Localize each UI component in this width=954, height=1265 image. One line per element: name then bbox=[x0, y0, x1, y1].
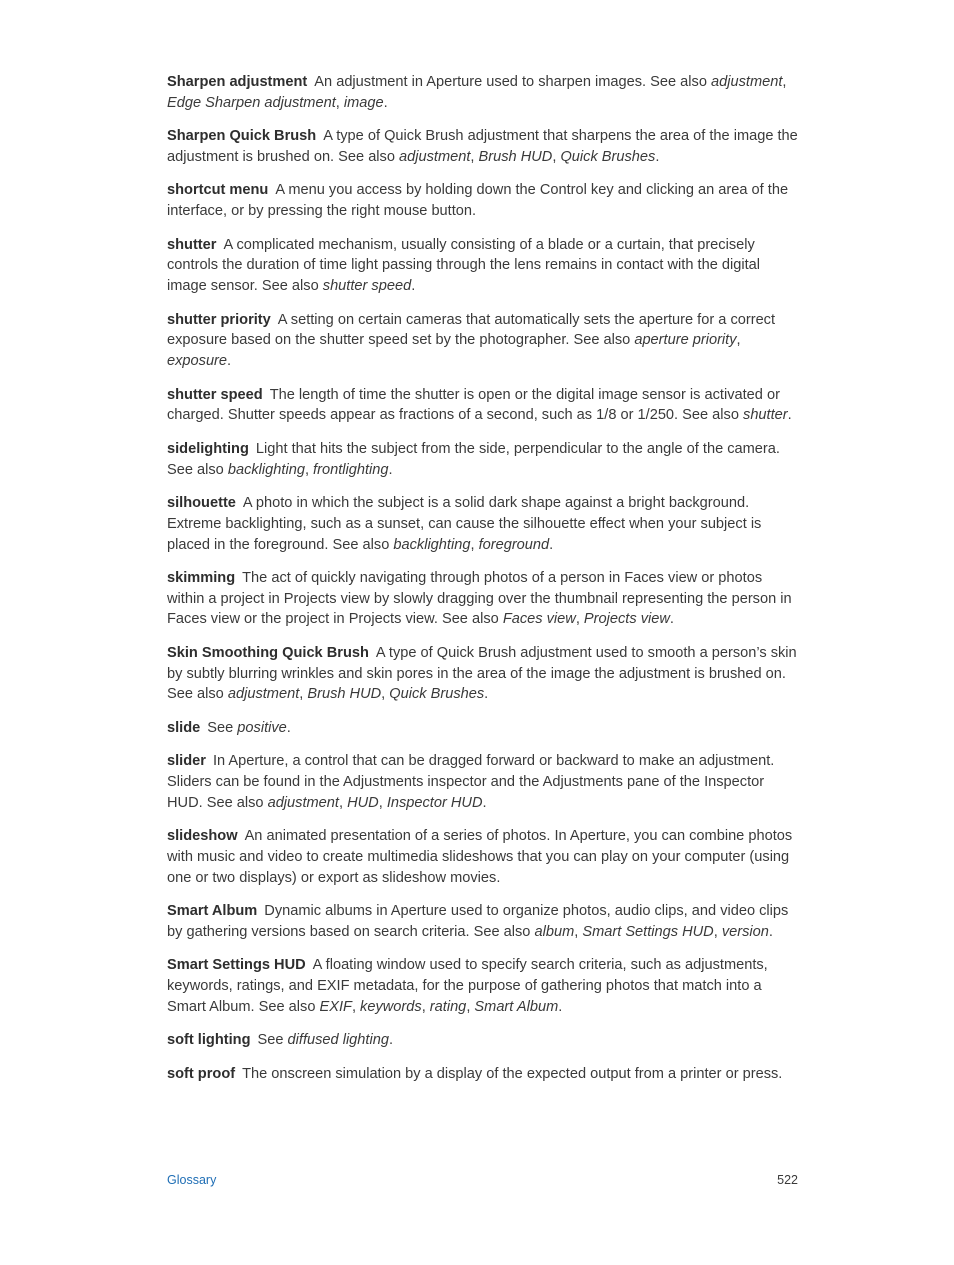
definition-text: , bbox=[470, 536, 479, 553]
glossary-entry bbox=[167, 72, 799, 114]
cross-reference: diffused lighting bbox=[287, 1032, 389, 1049]
cross-reference: adjustment bbox=[711, 74, 783, 90]
glossary-term: slideshow bbox=[167, 828, 238, 845]
definition-text: , bbox=[299, 686, 308, 703]
definition-text: . bbox=[227, 353, 232, 370]
definition-text: Dynamic albums in Aperture used to organize photos, audio clips, and video clips by gathering versions based on search criteria. See also bbox=[167, 903, 789, 941]
glossary-term: slide bbox=[167, 719, 201, 736]
definition-text: See bbox=[207, 719, 238, 736]
cross-reference: album bbox=[534, 924, 575, 941]
cross-reference: Smart Settings HUD bbox=[582, 924, 714, 941]
glossary-term: Sharpen Quick Brush bbox=[167, 128, 317, 145]
glossary-term: soft proof bbox=[167, 1065, 236, 1082]
definition-text: The length of time the shutter is open or the digital image sensor is activated or charged. Shutter speeds appear as fractions of a second, such as 1/8 or 1/250. See also bbox=[167, 386, 780, 424]
cross-reference: backlighting bbox=[227, 461, 305, 478]
glossary-entry bbox=[167, 643, 799, 705]
glossary-entry bbox=[167, 718, 799, 739]
cross-reference: EXIF bbox=[319, 999, 352, 1015]
definition-text: , bbox=[470, 148, 479, 165]
cross-reference: adjustment bbox=[227, 686, 300, 703]
cross-reference: Projects view bbox=[583, 611, 670, 628]
definition-text: . bbox=[669, 611, 674, 628]
definition-text: , bbox=[381, 686, 390, 703]
glossary-term: skimming bbox=[167, 569, 236, 586]
glossary-entry bbox=[167, 826, 799, 888]
glossary-term: shutter priority bbox=[167, 311, 271, 328]
cross-reference: Faces view bbox=[502, 611, 576, 628]
cross-reference: frontlighting bbox=[313, 461, 389, 478]
glossary-term: shortcut menu bbox=[167, 182, 269, 199]
definition-text: , bbox=[552, 148, 561, 165]
glossary-entry bbox=[167, 1064, 799, 1085]
definition-text: , bbox=[575, 611, 584, 628]
cross-reference: adjustment bbox=[267, 794, 339, 811]
glossary-term: slider bbox=[167, 753, 206, 770]
cross-reference: exposure bbox=[167, 353, 228, 370]
definition-text: . bbox=[768, 924, 773, 941]
definition-text: , bbox=[304, 461, 314, 478]
definition-text: . bbox=[655, 148, 660, 165]
glossary-entry bbox=[167, 568, 799, 630]
cross-reference: Quick Brushes bbox=[389, 686, 485, 703]
glossary-entry bbox=[167, 751, 799, 813]
glossary-term: shutter speed bbox=[167, 386, 263, 403]
glossary-entry bbox=[167, 493, 799, 555]
cross-reference: shutter bbox=[743, 407, 788, 424]
definition-text: See bbox=[257, 1032, 288, 1049]
glossary-entry bbox=[167, 126, 799, 168]
cross-reference: foreground bbox=[478, 536, 550, 553]
cross-reference: positive bbox=[237, 719, 287, 736]
definition-text: . bbox=[383, 94, 388, 111]
definition-text: The act of quickly navigating through photos of a person in Faces view or photos within a project in Projects view by slowly dragging over the thumbnail representing the person in Faces view or the project in Projects view. See also bbox=[167, 569, 792, 628]
glossary-term: Skin Smoothing Quick Brush bbox=[167, 644, 369, 661]
definition-text: , bbox=[421, 999, 430, 1015]
cross-reference: Edge Sharpen adjustment bbox=[167, 94, 336, 111]
cross-reference: adjustment bbox=[399, 148, 471, 165]
cross-reference: Brush HUD bbox=[478, 148, 553, 165]
definition-text: , bbox=[338, 794, 348, 811]
definition-text: . bbox=[286, 719, 291, 736]
cross-reference: version bbox=[721, 924, 769, 941]
definition-text: A setting on certain cameras that automatically sets the aperture for a correct exposure based on the shutter speed set by the photographer. See also bbox=[167, 311, 776, 349]
definition-text: . bbox=[484, 686, 489, 703]
definition-text: . bbox=[482, 794, 487, 811]
definition-text: A type of Quick Brush adjustment used to smooth a person’s skin by subtly blurring wrinkles and skin pores in the area of the image the adjustment is brushed on. See also bbox=[167, 644, 797, 703]
glossary-term: Sharpen adjustment bbox=[167, 74, 308, 90]
cross-reference: image bbox=[343, 94, 384, 111]
cross-reference: keywords bbox=[360, 999, 422, 1015]
page-number: 522 bbox=[777, 1173, 798, 1187]
definition-text: . bbox=[549, 536, 554, 553]
glossary-term: shutter bbox=[167, 236, 217, 253]
cross-reference: Brush HUD bbox=[307, 686, 382, 703]
footer-section-link[interactable]: Glossary bbox=[167, 1173, 217, 1187]
glossary-entry bbox=[167, 385, 799, 427]
glossary-term: sidelighting bbox=[167, 440, 249, 457]
glossary-entry bbox=[167, 955, 799, 1017]
glossary-content bbox=[167, 72, 799, 1097]
glossary-term: soft lighting bbox=[167, 1032, 251, 1049]
definition-text: A floating window used to specify search criteria, such as adjustments, keywords, ratings, and EXIF metadata, for the purpose of gathering photos that match into a Smart Album. See also bbox=[167, 957, 768, 1015]
definition-text: An adjustment in Aperture used to sharpen images. See also bbox=[314, 74, 711, 90]
definition-text: In Aperture, a control that can be dragged forward or backward to make an adjustment. Sliders can be found in the Adjustments inspector and the Adjustments pane of the Inspector HUD. See also bbox=[167, 753, 775, 811]
glossary-entry bbox=[167, 439, 799, 481]
definition-text: , bbox=[574, 924, 583, 941]
cross-reference: aperture priority bbox=[634, 332, 737, 349]
glossary-term: Smart Settings HUD bbox=[167, 957, 306, 974]
definition-text: A photo in which the subject is a solid dark shape against a bright background. Extreme backlighting, such as a sunset, can cause the silhouette effect when your subject is placed in the foreground. See also bbox=[167, 494, 762, 553]
definition-text: A type of Quick Brush adjustment that sharpens the area of the image the adjustment is brushed on. See also bbox=[167, 128, 798, 165]
definition-text: , bbox=[335, 94, 344, 111]
cross-reference: Inspector HUD bbox=[386, 794, 483, 811]
definition-text: , bbox=[782, 74, 787, 90]
glossary-entry bbox=[167, 1030, 799, 1051]
glossary-entry bbox=[167, 310, 799, 372]
cross-reference: shutter speed bbox=[322, 278, 412, 295]
glossary-term: silhouette bbox=[167, 494, 236, 511]
cross-reference: backlighting bbox=[393, 536, 471, 553]
definition-text: The onscreen simulation by a display of the expected output from a printer or press. bbox=[242, 1065, 783, 1082]
definition-text: A menu you access by holding down the Control key and clicking an area of the interface, or by pressing the right mouse button. bbox=[167, 182, 789, 220]
definition-text: , bbox=[351, 999, 361, 1015]
definition-text: , bbox=[378, 794, 387, 811]
cross-reference: Quick Brushes bbox=[560, 148, 656, 165]
cross-reference: Smart Album bbox=[474, 999, 559, 1015]
cross-reference: HUD bbox=[347, 794, 379, 811]
definition-text: Light that hits the subject from the side, perpendicular to the angle of the camera. See also bbox=[167, 440, 780, 478]
definition-text: . bbox=[388, 1032, 394, 1049]
definition-text: . bbox=[787, 407, 792, 424]
definition-text: . bbox=[558, 999, 563, 1015]
glossary-entry bbox=[167, 180, 799, 222]
definition-text: . bbox=[411, 278, 416, 295]
glossary-entry bbox=[167, 901, 799, 943]
definition-text: , bbox=[736, 332, 741, 349]
definition-text: . bbox=[388, 461, 393, 478]
definition-text: A complicated mechanism, usually consisting of a blade or a curtain, that precisely controls the duration of time light passing through the lens remains in contact with the digital image sensor. See also bbox=[167, 236, 760, 295]
definition-text: , bbox=[713, 924, 722, 941]
definition-text: An animated presentation of a series of photos. In Aperture, you can combine photos with music and video to create multimedia slideshows that you can play on your computer (using one or two displays) or export as slideshow movies. bbox=[167, 828, 793, 886]
definition-text: , bbox=[466, 999, 475, 1015]
cross-reference: rating bbox=[429, 999, 467, 1015]
glossary-term: Smart Album bbox=[167, 903, 258, 920]
glossary-entry bbox=[167, 235, 799, 297]
